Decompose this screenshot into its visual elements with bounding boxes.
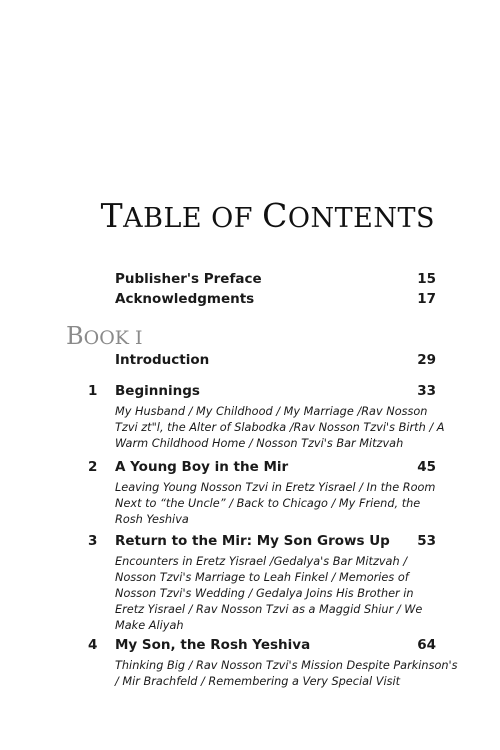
toc-chapter-3[interactable] bbox=[0, 533, 500, 553]
entry-page: 15 bbox=[417, 271, 436, 287]
page-title: TABLE OF CONTENTS bbox=[100, 196, 435, 235]
chapter-number: 2 bbox=[88, 459, 98, 475]
book-heading: BOOK I bbox=[66, 322, 143, 350]
chapter-number: 3 bbox=[88, 533, 98, 549]
chapter-page: 64 bbox=[417, 637, 436, 653]
chapter-2-description: Leaving Young Nosson Tzvi in Eretz Yisrael / In the Room Next to “the Uncle” / Back to Chicago / My Friend, the Rosh Yeshiva bbox=[115, 481, 436, 526]
chapter-number: 1 bbox=[88, 383, 98, 399]
entry-label: Introduction bbox=[115, 352, 210, 368]
entry-label: Acknowledgments bbox=[115, 291, 255, 307]
chapter-page: 33 bbox=[417, 383, 436, 399]
entry-page: 29 bbox=[417, 352, 436, 368]
chapter-title: My Son, the Rosh Yeshiva bbox=[115, 637, 311, 653]
entry-page: 17 bbox=[417, 291, 436, 307]
chapter-page: 45 bbox=[417, 459, 436, 475]
chapter-4-description: Thinking Big / Rav Nosson Tzvi's Mission Despite Parkinson's / Mir Brachfeld / Remembering a Very Special Visit bbox=[115, 659, 458, 688]
toc-chapter-4[interactable] bbox=[0, 637, 500, 657]
toc-entry-introduction[interactable] bbox=[0, 352, 500, 372]
entry-label: Publisher's Preface bbox=[115, 271, 262, 287]
chapter-3-description: Encounters in Eretz Yisrael /Gedalya's Bar Mitzvah / Nosson Tzvi's Marriage to Leah Finkel / Memories of Nosson Tzvi's Wedding / Gedalya Joins His Brother in Eretz Yisrael / Rav Nosson Tzvi as a Maggid Shiur / We Make Aliyah bbox=[115, 555, 423, 632]
toc-entry-acknowledgments[interactable] bbox=[0, 291, 500, 311]
chapter-title: A Young Boy in the Mir bbox=[115, 459, 289, 475]
toc-entry-publishers-preface[interactable] bbox=[0, 271, 500, 291]
toc-chapter-2[interactable] bbox=[0, 459, 500, 479]
toc-chapter-1[interactable] bbox=[0, 383, 500, 403]
chapter-1-description: My Husband / My Childhood / My Marriage /Rav Nosson Tzvi zt"l, the Alter of Slabodka /Rav Nosson Tzvi's Birth / A Warm Childhood Home / Nosson Tzvi's Bar Mitzvah bbox=[115, 405, 445, 450]
chapter-title: Return to the Mir: My Son Grows Up bbox=[115, 533, 390, 549]
chapter-number: 4 bbox=[88, 637, 98, 653]
chapter-title: Beginnings bbox=[115, 383, 200, 399]
chapter-page: 53 bbox=[417, 533, 436, 549]
